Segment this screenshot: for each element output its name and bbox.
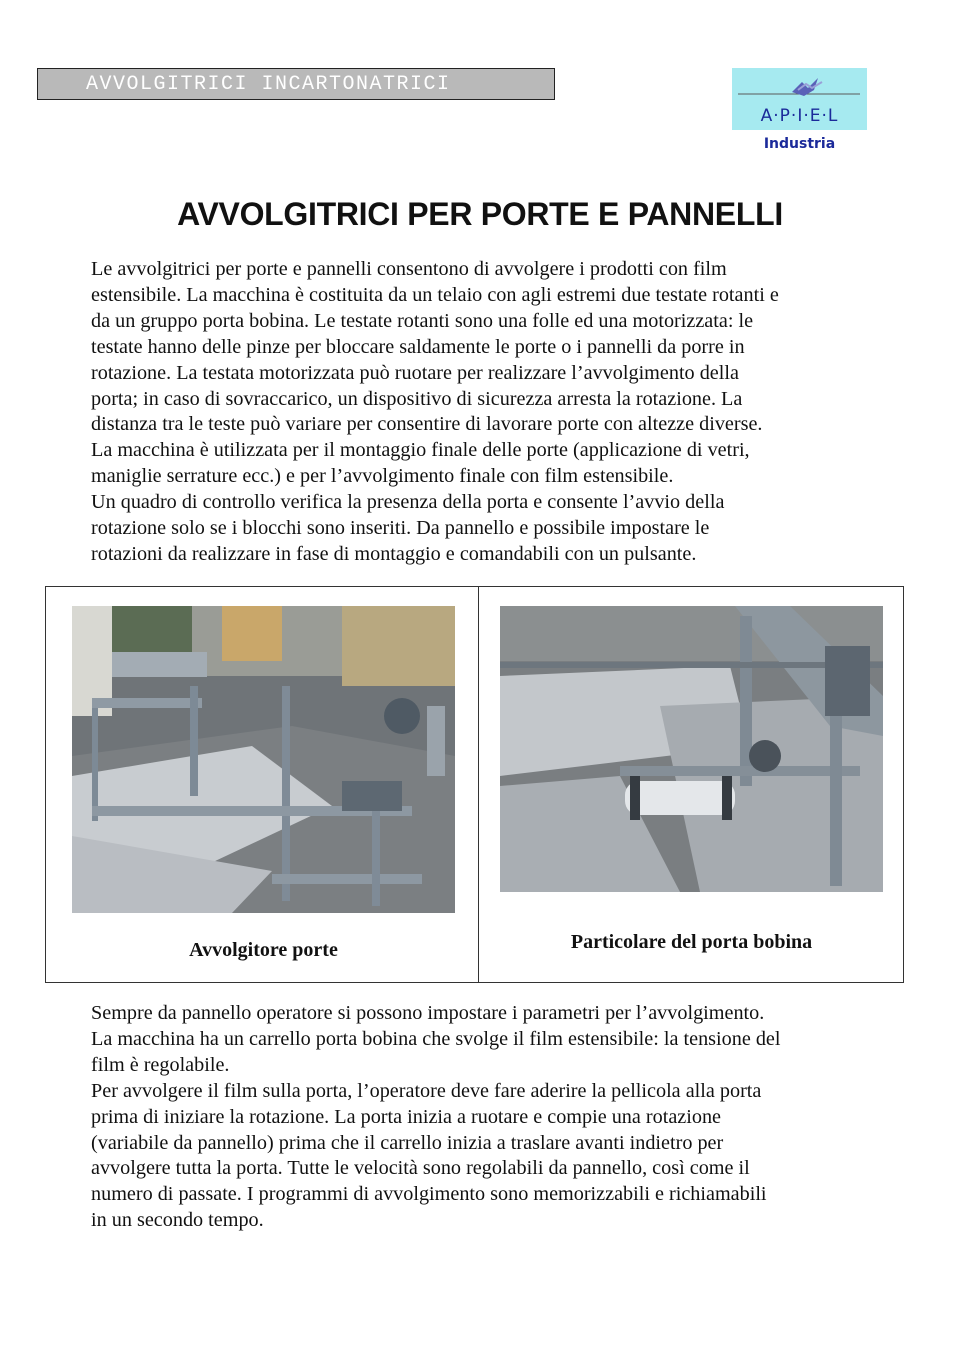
reel-holder-photo-image (500, 606, 883, 892)
intro-paragraph: Le avvolgitrici per porte e pannelli consentono di avvolgere i prodotti con film estensibile. La macchina è costituita da un telaio con agli estremi due testate rotanti e da un gruppo porta bobina. Le testate rotanti sono una folle ed una motorizzata: le testate hanno delle pinze per bloccare saldamente le porte o i pannelli da porre in rotazione. La testata motorizzata può ruotare per realizzare l’avvolgimento della porta; in caso di sovraccarico, un dispositivo di sicurezza arresta la rotazione. La distanza tra le teste può variare per consentire di lavorare porte con altezze diverse. La macchina è utilizzata per il montaggio finale delle porte (applicazione di vetri, maniglie serrature ecc.) e per l’avvolgimento finale con film estensibile. Un quadro di controllo verifica la presenza della porta e consente l’avvio della rotazione solo se i blocchi sono inseriti. Da pannello e possibile impostare le rotazioni da realizzare in fase di montaggio e comandabili con un pulsante. (91, 258, 779, 565)
section-header-label: AVVOLGITRICI INCARTONATRICI (86, 73, 451, 96)
photo-caption-door-wrapper: Avvolgitore porte (189, 939, 338, 961)
reel-holder-photo (500, 606, 883, 892)
gallery-divider (478, 587, 479, 982)
logo-letters: A·P·I·E·L (760, 106, 839, 126)
logo-subtitle: Industria (763, 136, 836, 152)
section-header-box (37, 68, 555, 100)
page-title: AVVOLGITRICI PER PORTE E PANNELLI (177, 196, 783, 232)
body-paragraph: Sempre da pannello operatore si possono impostare i parametri per l’avvolgimento. La macchina ha un carrello porta bobina che svolge il film estensibile: la tensione del film è regolabile. Per avvolgere il film sulla porta, l’operatore deve fare aderire la pellicola alla porta prima di iniziare la rotazione. La porta inizia a ruotare e compie una rotazione (variabile da pannello) prima che il carrello inizia a traslare avanti indietro per avvolgere tutta la porta. Tutte le velocità sono regolabili da pannello, così come il numero di passate. I programmi di avvolgimento sono memorizzabili e richiamabili in un secondo tempo. (91, 1002, 781, 1232)
door-wrapper-photo-image (72, 606, 455, 913)
logo-background (732, 68, 867, 130)
apiel-logo (732, 68, 868, 160)
photo-gallery (45, 586, 904, 983)
door-wrapper-photo (72, 606, 455, 913)
logo-wave-icon (732, 68, 867, 108)
photo-caption-reel-holder: Particolare del porta bobina (570, 931, 813, 953)
